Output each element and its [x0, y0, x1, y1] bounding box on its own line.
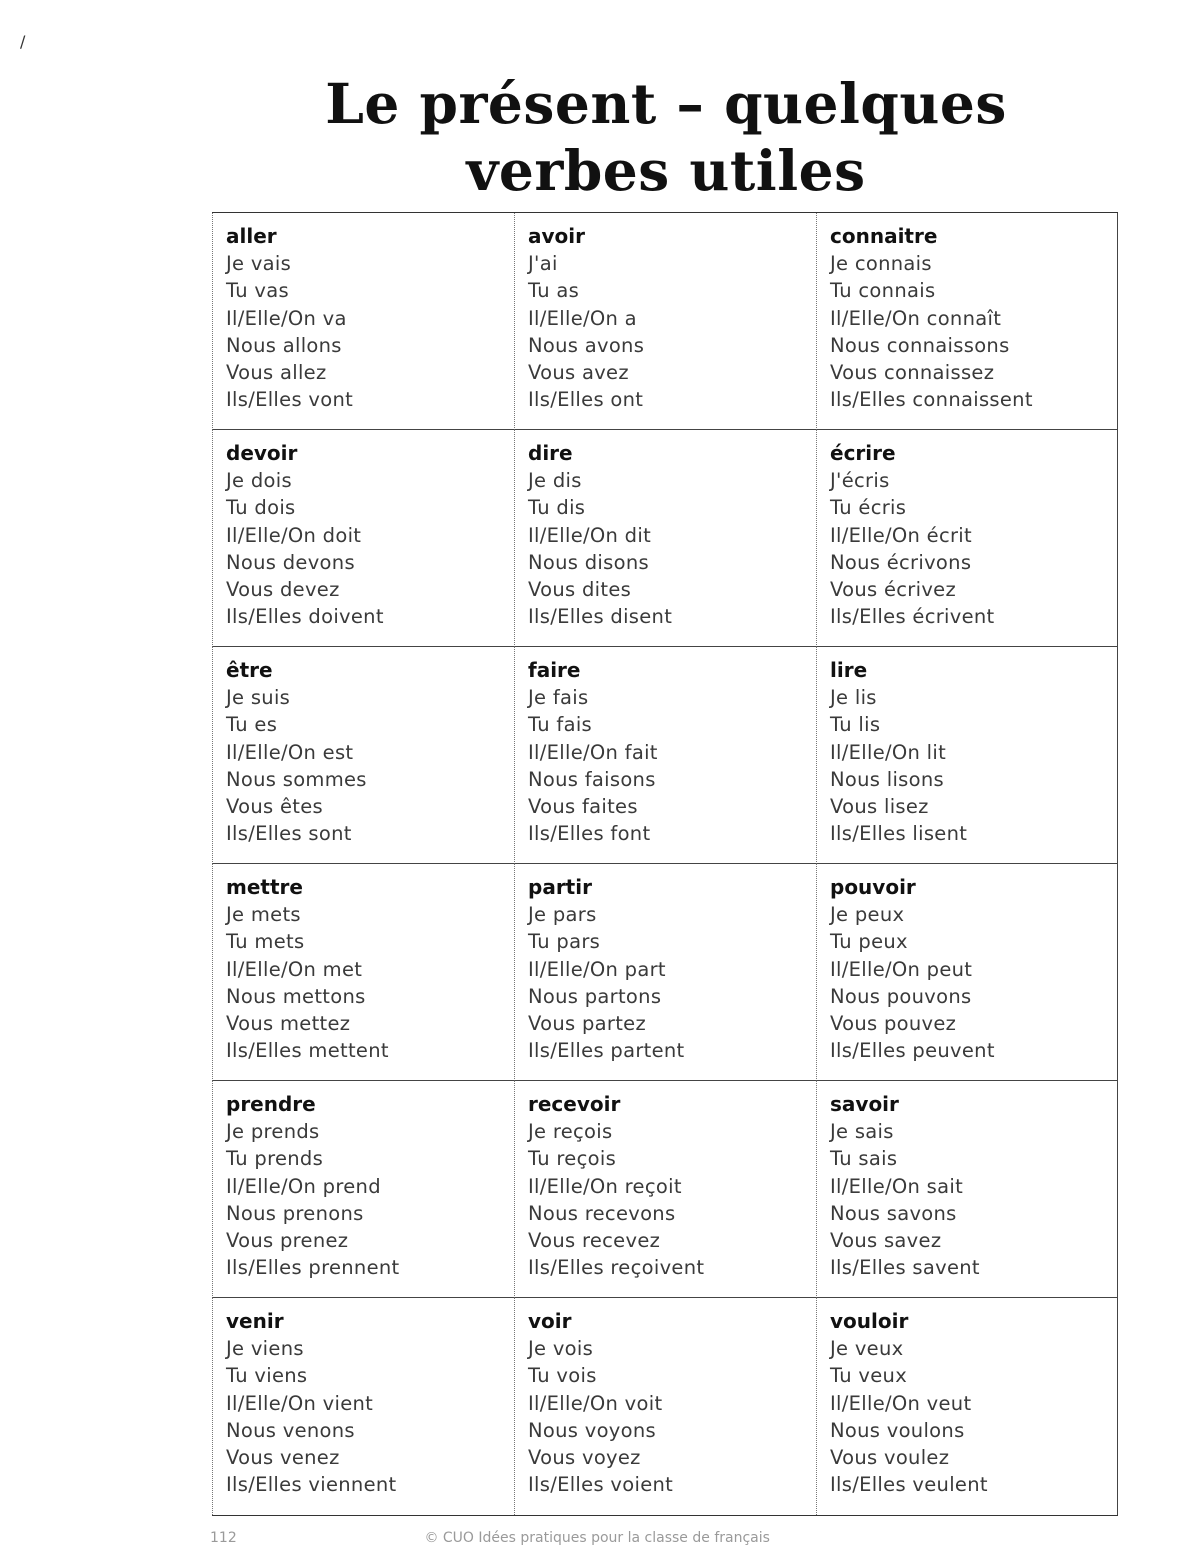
- conjugated-form: Je vais: [226, 252, 292, 275]
- conjugated-form: Ils/Elles vont: [226, 388, 354, 412]
- verb-infinitive: être: [226, 658, 273, 682]
- conjugated-form: Vous avez: [528, 361, 629, 385]
- conjugated-form: Il/Elle/On va: [226, 306, 347, 330]
- conjugated-form: Vous recevez: [528, 1229, 661, 1253]
- conjugated-form: Vous écrivez: [830, 578, 956, 602]
- conjugated-form: Nous sommes: [226, 767, 367, 791]
- verb-infinitive: prendre: [226, 1092, 316, 1116]
- conjugated-form: Vous connaissez: [830, 361, 995, 385]
- verb-cell-aller: [212, 213, 514, 430]
- verb-infinitive: mettre: [226, 875, 303, 899]
- conjugated-form: Tu veux: [830, 1364, 908, 1388]
- conjugated-form: Nous pouvons: [830, 984, 972, 1008]
- conjugated-form: Vous venez: [226, 1446, 340, 1470]
- conjugated-form: Nous savons: [830, 1201, 957, 1225]
- conjugated-form: Je prends: [226, 1120, 320, 1143]
- conjugated-form: Nous avons: [528, 333, 645, 357]
- conjugated-form: Tu pars: [528, 930, 601, 954]
- verb-cell-faire: [514, 647, 816, 864]
- conjugated-form: Tu vois: [528, 1364, 597, 1388]
- verb-infinitive: écrire: [830, 441, 896, 465]
- conjugated-form: Ils/Elles disent: [528, 605, 673, 629]
- conjugated-form: Tu fais: [528, 713, 592, 737]
- conjugated-form: Nous partons: [528, 984, 662, 1008]
- scan-speck: /: [20, 32, 26, 51]
- conjugated-form: Nous disons: [528, 550, 649, 574]
- verb-cell-pouvoir: [816, 864, 1118, 1081]
- conjugated-form: Il/Elle/On vient: [226, 1391, 374, 1415]
- verb-cell-partir: [514, 864, 816, 1081]
- conjugated-form: Nous prenons: [226, 1201, 364, 1225]
- conjugated-form: Je mets: [226, 903, 301, 926]
- conjugated-form: Ils/Elles sont: [226, 822, 352, 846]
- conjugated-form: Il/Elle/On fait: [528, 740, 658, 764]
- conjugated-form: Il/Elle/On lit: [830, 740, 947, 764]
- conjugated-form: Il/Elle/On a: [528, 306, 637, 330]
- verb-infinitive: devoir: [226, 441, 298, 465]
- conjugated-form: Je lis: [830, 686, 877, 709]
- conjugated-form: Tu sais: [830, 1147, 898, 1171]
- verb-infinitive: recevoir: [528, 1092, 621, 1116]
- conjugated-form: Tu vas: [226, 279, 289, 303]
- conjugated-form: Vous partez: [528, 1012, 646, 1036]
- conjugated-form: Il/Elle/On dit: [528, 523, 652, 547]
- conjugated-form: Tu es: [226, 713, 278, 737]
- verb-infinitive: pouvoir: [830, 875, 916, 899]
- conjugated-form: Tu reçois: [528, 1147, 617, 1171]
- conjugated-form: Vous lisez: [830, 795, 929, 819]
- conjugated-form: Je dois: [226, 469, 292, 492]
- verb-cell-être: [212, 647, 514, 864]
- verb-infinitive: aller: [226, 224, 277, 248]
- conjugated-form: Ils/Elles partent: [528, 1039, 685, 1063]
- conjugated-form: Je veux: [830, 1337, 904, 1360]
- conjugated-form: Je suis: [226, 686, 291, 709]
- conjugated-form: Je pars: [528, 903, 597, 926]
- conjugated-form: Vous savez: [830, 1229, 942, 1253]
- conjugated-form: Ils/Elles mettent: [226, 1039, 389, 1063]
- conjugated-form: Vous devez: [226, 578, 340, 602]
- conjugated-form: Tu dois: [226, 496, 296, 520]
- conjugated-form: Je connais: [830, 252, 932, 275]
- conjugated-form: Il/Elle/On veut: [830, 1391, 972, 1415]
- conjugated-form: Ils/Elles ont: [528, 388, 644, 412]
- page-number: 112: [210, 1530, 237, 1546]
- verb-infinitive: vouloir: [830, 1309, 909, 1333]
- verb-infinitive: connaitre: [830, 224, 938, 248]
- conjugated-form: Tu as: [528, 279, 580, 303]
- conjugated-form: Vous allez: [226, 361, 327, 385]
- conjugated-form: Nous connaissons: [830, 333, 1010, 357]
- conjugated-form: Ils/Elles voient: [528, 1473, 674, 1497]
- conjugated-form: Ils/Elles prennent: [226, 1256, 400, 1280]
- conjugated-form: Il/Elle/On écrit: [830, 523, 972, 547]
- conjugated-form: Nous devons: [226, 550, 355, 574]
- conjugated-form: Il/Elle/On reçoit: [528, 1174, 682, 1198]
- conjugated-form: Nous voulons: [830, 1418, 965, 1442]
- conjugated-form: Tu lis: [830, 713, 881, 737]
- conjugated-form: Il/Elle/On met: [226, 957, 363, 981]
- conjugated-form: Tu dis: [528, 496, 586, 520]
- conjugated-form: Il/Elle/On est: [226, 740, 354, 764]
- conjugated-form: Vous dites: [528, 578, 632, 602]
- conjugated-form: Il/Elle/On sait: [830, 1174, 964, 1198]
- conjugated-form: Je sais: [830, 1120, 894, 1143]
- conjugated-form: Ils/Elles veulent: [830, 1473, 988, 1497]
- verb-cell-venir: [212, 1298, 514, 1515]
- conjugated-form: Ils/Elles peuvent: [830, 1039, 995, 1063]
- conjugated-form: Ils/Elles savent: [830, 1256, 980, 1280]
- verb-cell-connaitre: [816, 213, 1118, 430]
- verb-cell-écrire: [816, 430, 1118, 647]
- verb-infinitive: voir: [528, 1309, 572, 1333]
- conjugated-form: Tu peux: [830, 930, 908, 954]
- verb-infinitive: faire: [528, 658, 581, 682]
- copyright-text: © CUO Idées pratiques pour la classe de français: [424, 1530, 770, 1546]
- conjugated-form: Ils/Elles viennent: [226, 1473, 397, 1497]
- conjugated-form: Ils/Elles écrivent: [830, 605, 995, 629]
- conjugated-form: Nous faisons: [528, 767, 656, 791]
- conjugated-form: Je reçois: [528, 1120, 613, 1143]
- conjugated-form: J'écris: [830, 469, 890, 492]
- verb-cell-vouloir: [816, 1298, 1118, 1515]
- verb-cell-voir: [514, 1298, 816, 1515]
- conjugated-form: J'ai: [528, 252, 558, 275]
- page-title: [0, 70, 1200, 204]
- verb-infinitive: lire: [830, 658, 868, 682]
- title-line-2: verbes utiles: [466, 138, 866, 203]
- conjugated-form: Nous venons: [226, 1418, 355, 1442]
- conjugated-form: Je fais: [528, 686, 589, 709]
- conjugated-form: Vous êtes: [226, 795, 323, 819]
- conjugated-form: Vous voyez: [528, 1446, 641, 1470]
- conjugated-form: Nous allons: [226, 333, 342, 357]
- conjugated-form: Tu connais: [830, 279, 936, 303]
- conjugated-form: Vous prenez: [226, 1229, 349, 1253]
- verb-infinitive: savoir: [830, 1092, 899, 1116]
- conjugated-form: Nous écrivons: [830, 550, 972, 574]
- conjugated-form: Vous voulez: [830, 1446, 950, 1470]
- page-footer: [210, 1530, 910, 1550]
- verb-conjugation-table: [212, 212, 1118, 1516]
- verb-infinitive: venir: [226, 1309, 284, 1333]
- verb-cell-recevoir: [514, 1081, 816, 1298]
- conjugated-form: Ils/Elles lisent: [830, 822, 968, 846]
- conjugated-form: Il/Elle/On prend: [226, 1174, 381, 1198]
- verb-cell-prendre: [212, 1081, 514, 1298]
- conjugated-form: Il/Elle/On peut: [830, 957, 973, 981]
- conjugated-form: Il/Elle/On voit: [528, 1391, 663, 1415]
- conjugated-form: Je peux: [830, 903, 905, 926]
- conjugated-form: Il/Elle/On part: [528, 957, 666, 981]
- conjugated-form: Tu mets: [226, 930, 305, 954]
- verb-cell-devoir: [212, 430, 514, 647]
- title-line-1: Le présent – quelques: [325, 71, 1007, 136]
- verb-cell-mettre: [212, 864, 514, 1081]
- conjugated-form: Nous lisons: [830, 767, 944, 791]
- conjugated-form: Nous voyons: [528, 1418, 656, 1442]
- conjugated-form: Tu écris: [830, 496, 907, 520]
- conjugated-form: Ils/Elles reçoivent: [528, 1256, 705, 1280]
- conjugated-form: Nous mettons: [226, 984, 366, 1008]
- conjugated-form: Ils/Elles connaissent: [830, 388, 1033, 412]
- conjugated-form: Tu prends: [226, 1147, 324, 1171]
- conjugated-form: Je viens: [226, 1337, 304, 1360]
- verb-cell-lire: [816, 647, 1118, 864]
- verb-infinitive: partir: [528, 875, 592, 899]
- conjugated-form: Je dis: [528, 469, 582, 492]
- verb-infinitive: avoir: [528, 224, 585, 248]
- conjugated-form: Nous recevons: [528, 1201, 676, 1225]
- conjugated-form: Vous pouvez: [830, 1012, 957, 1036]
- conjugated-form: Tu viens: [226, 1364, 308, 1388]
- verb-cell-savoir: [816, 1081, 1118, 1298]
- conjugated-form: Il/Elle/On connaît: [830, 306, 1002, 330]
- conjugated-form: Il/Elle/On doit: [226, 523, 362, 547]
- verb-cell-avoir: [514, 213, 816, 430]
- conjugated-form: Je vois: [528, 1337, 594, 1360]
- conjugated-form: Vous mettez: [226, 1012, 351, 1036]
- verb-infinitive: dire: [528, 441, 573, 465]
- conjugated-form: Ils/Elles font: [528, 822, 651, 846]
- verb-cell-dire: [514, 430, 816, 647]
- conjugated-form: Vous faites: [528, 795, 638, 819]
- conjugated-form: Ils/Elles doivent: [226, 605, 384, 629]
